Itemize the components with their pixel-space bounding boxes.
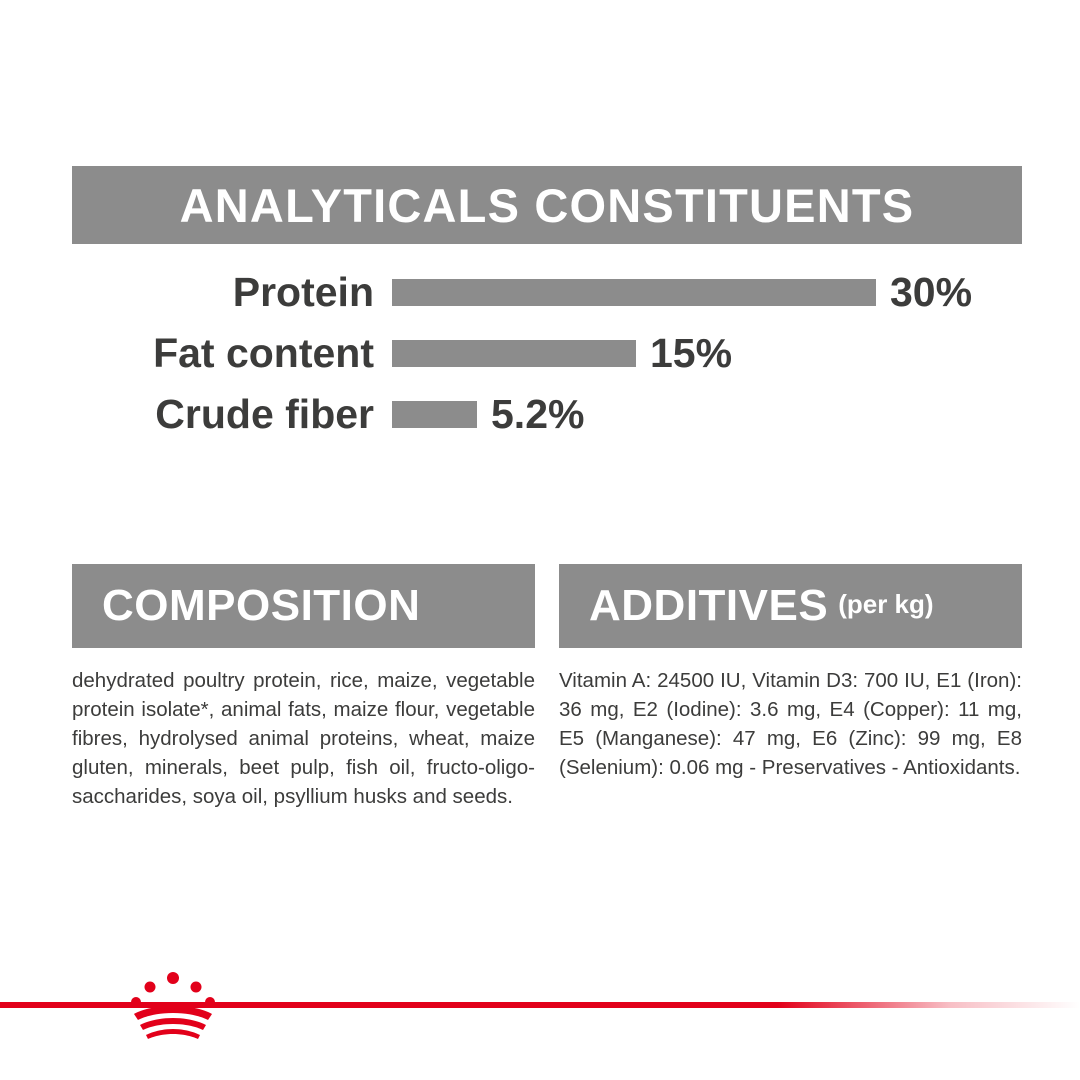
constituent-row (72, 262, 1022, 323)
constituent-value: 30% (890, 269, 973, 315)
additives-text: Vitamin A: 24500 IU, Vitamin D3: 700 IU, E1 (Iron): 36 mg, E2 (Iodine): 3.6 mg, E4 (Copper): 11 mg, E5 (Manganese): 47 mg, E6 (Zinc): 99 mg, E8 (Selenium): 0.06 mg - Preservatives - Antioxidants. (559, 669, 1022, 780)
constituent-bar-wrap (392, 269, 1022, 315)
constituent-label: Crude fiber (155, 391, 374, 437)
constituent-bar (392, 279, 876, 306)
additives-title: ADDITIVES (589, 581, 829, 630)
additives-section (559, 564, 1022, 812)
composition-title: COMPOSITION (102, 581, 421, 630)
analytics-title: ANALYTICALS CONSTITUENTS (179, 178, 915, 232)
constituent-row (72, 384, 1022, 445)
constituent-bar (392, 401, 477, 428)
royal-canin-crown-logo (128, 970, 218, 1044)
additives-banner (559, 564, 1022, 648)
constituent-bar (392, 340, 636, 367)
constituent-value: 15% (650, 330, 733, 376)
composition-text: dehydrated poultry protein, rice, maize, vegetable protein isolate*, animal fats, maize flour, vegetable fibres, hydrolysed animal proteins, wheat, maize gluten, minerals, beet pulp, fish oil, fructo-oligo-saccharides, soya oil, psyllium husks and seeds. (72, 669, 535, 809)
additives-subtitle: (per kg) (838, 589, 934, 619)
constituent-bar-wrap (392, 330, 1022, 376)
composition-banner (72, 564, 535, 648)
details-columns (72, 564, 1022, 812)
analytics-banner (72, 166, 1022, 244)
constituent-label: Fat content (153, 330, 374, 376)
constituent-label: Protein (232, 269, 374, 315)
constituent-bar-wrap (392, 391, 1022, 437)
composition-section (72, 564, 535, 812)
constituent-value: 5.2% (491, 391, 585, 437)
constituent-row (72, 323, 1022, 384)
constituents-chart (72, 262, 1022, 445)
